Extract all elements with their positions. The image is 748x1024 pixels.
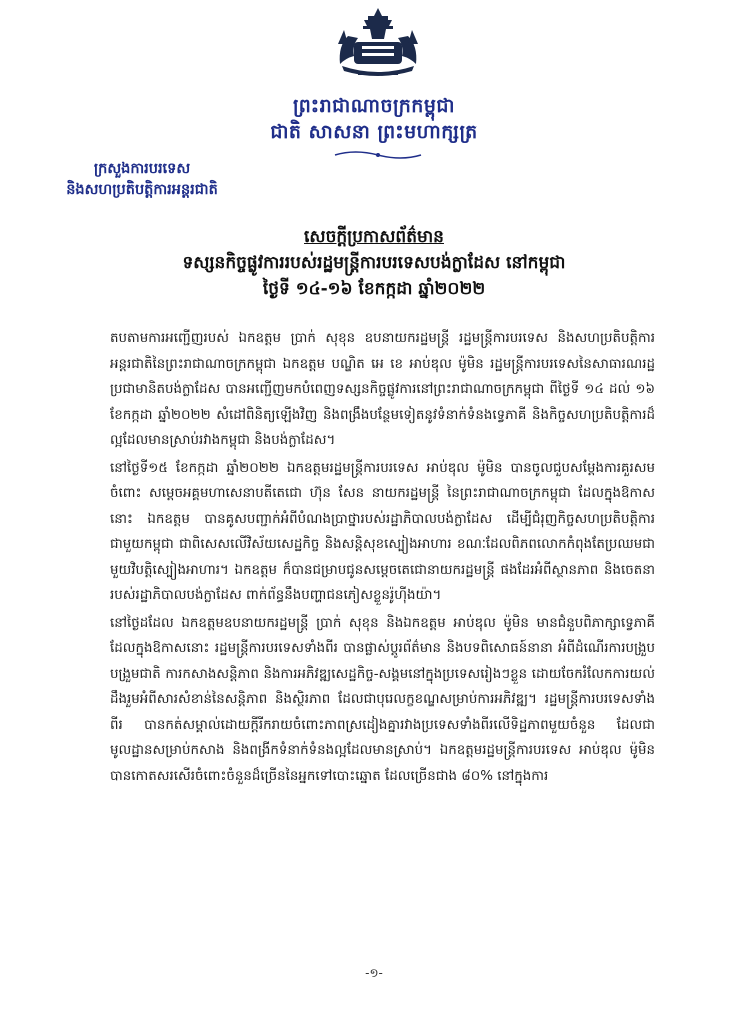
document-date: ថ្ងៃទី ១៤-១៦ ខែកក្កដា ឆ្នាំ២០២២ bbox=[262, 279, 486, 299]
body-paragraph: នៅថ្ងៃដដែល ឯកឧត្ដមឧបនាយករដ្ឋមន្ត្រី ប្រាក់ សុខុន និងឯកឧត្ដម អាប់ឌុល ម៉ូមិន មានជំនួបពិភាក្សាទ្វេភាគី ដែលក្នុងឱកាសនោះ រដ្ឋមន្ត្រីការបរទេសទាំងពីរ បានផ្លាស់ប្ដូរព័ត៌មាន និងបទពិសោធន៍នានា អំពីដំណើរការបង្រួបបង្រួមជាតិ ការកសាងសន្តិភាព និងការអភិវឌ្ឍសេដ្ឋកិច្ច-សង្គមនៅក្នុងប្រទេសរៀងៗខ្លួន ដោយចែករំលែកការយល់ដឹងរួមអំពីសារសំខាន់នៃសន្តិភាព និងស្ថិរភាព ដែលជាបុរេលក្ខខណ្ឌសម្រាប់ការអភិវឌ្ឍ។ រដ្ឋមន្ត្រីការបរទេសទាំងពីរ បានកត់សម្គាល់ដោយក្ដីរីករាយចំពោះភាពស្រដៀងគ្នារវាងប្រទេសទាំងពីរលើទិដ្ឋភាពមួយចំនួន ដែលជាមូលដ្ឋានសម្រាប់កសាង និងពង្រីកទំនាក់ទំនងល្អដែលមានស្រាប់។ ឯកឧត្ដមរដ្ឋមន្ត្រីការបរទេស អាប់ឌុល ម៉ូមិន បានកោតសរសើរចំពោះចំនួនដ៏ច្រើននៃអ្នកទៅបោះឆ្នោត ដែលច្រើនជាង ៨០% នៅក្នុងការ bbox=[110, 615, 655, 784]
ministry-name: ក្រសួងការបរទេស bbox=[93, 161, 191, 177]
kingdom-motto: ជាតិ សាសនា ព្រះមហាក្សត្រ bbox=[270, 121, 478, 143]
body-paragraph: នៅថ្ងៃទី១៥ ខែកក្កដា ឆ្នាំ២០២២ ឯកឧត្ដមរដ្ឋមន្ត្រីការបរទេស អាប់ឌុល ម៉ូមិន បានចូលជួបសម្ដែងការគួរសមចំពោះ សម្ដេចអគ្គមហាសេនាបតីតេជោ ហ៊ុន សែន នាយករដ្ឋមន្ត្រី នៃព្រះរាជាណាចក្រកម្ពុជា ដែលក្នុងឱកាសនោះ ឯកឧត្ដម បានគូសបញ្ជាក់អំពីបំណងប្រាថ្នារបស់រដ្ឋាភិបាលបង់ក្លាដែស ដើម្បីជំរុញកិច្ចសហប្រតិបត្តិការជាមួយកម្ពុជា ជាពិសេសលើវិស័យសេដ្ឋកិច្ច និងសន្តិសុខស្បៀងអាហារ ខណៈដែលពិភពលោកកំពុងតែប្រឈមជាមួយវិបត្តិស្បៀងអាហារ។ ឯកឧត្ដម ក៏បានជម្រាបជូនសម្ដេចតេជោនាយករដ្ឋមន្ត្រី ផងដែរអំពីស្ថានភាព និងចេតនារបស់រដ្ឋាភិបាលបង់ក្លាដែស ពាក់ព័ន្ធនឹងបញ្ហាជនភៀសខ្លួនរ៉ូហ៊ីងយ៉ា។ bbox=[110, 460, 655, 603]
page-number: -១- bbox=[365, 966, 383, 980]
ornament-divider-icon bbox=[333, 150, 423, 160]
kingdom-title: ព្រះរាជាណាចក្រកម្ពុជា bbox=[293, 95, 455, 117]
ministry-subname: និងសហប្រតិបត្តិការអន្តរជាតិ bbox=[66, 182, 218, 198]
royal-coat-of-arms-icon bbox=[318, 6, 438, 80]
body-paragraph: តបតាមការអញ្ជើញរបស់ ឯកឧត្ដម ប្រាក់ សុខុន ឧបនាយករដ្ឋមន្ត្រី រដ្ឋមន្ត្រីការបរទេស និងសហប្រតិបត្តិការអន្តរជាតិនៃព្រះរាជាណាចក្រកម្ពុជា ឯកឧត្ដម បណ្ឌិត អេ ខេ អាប់ឌុល ម៉ូមិន រដ្ឋមន្ត្រីការបរទេសនៃសាធារណរដ្ឋប្រជាមានិតបង់ក្លាដែស បានអញ្ជើញមកបំពេញទស្សនកិច្ចផ្លូវការនៅព្រះរាជាណាចក្រកម្ពុជា ពីថ្ងៃទី ១៤ ដល់ ១៦ ខែកក្កដា ឆ្នាំ២០២២ សំដៅពិនិត្យឡើងវិញ និងពង្រឹងបន្ថែមទៀតនូវទំនាក់ទំនងទ្វេភាគី និងកិច្ចសហប្រតិបត្តិការដ៏ល្អដែលមានស្រាប់រវាងកម្ពុជា និងបង់ក្លាដែស។ bbox=[110, 331, 655, 448]
document-subtitle: ទស្សនកិច្ចផ្លូវការរបស់រដ្ឋមន្ត្រីការបរទេសបង់ក្លាដែស នៅកម្ពុជា bbox=[182, 253, 566, 273]
document-body bbox=[110, 326, 655, 791]
document-title: សេចក្ដីប្រកាសព័ត៌មាន bbox=[304, 227, 444, 247]
